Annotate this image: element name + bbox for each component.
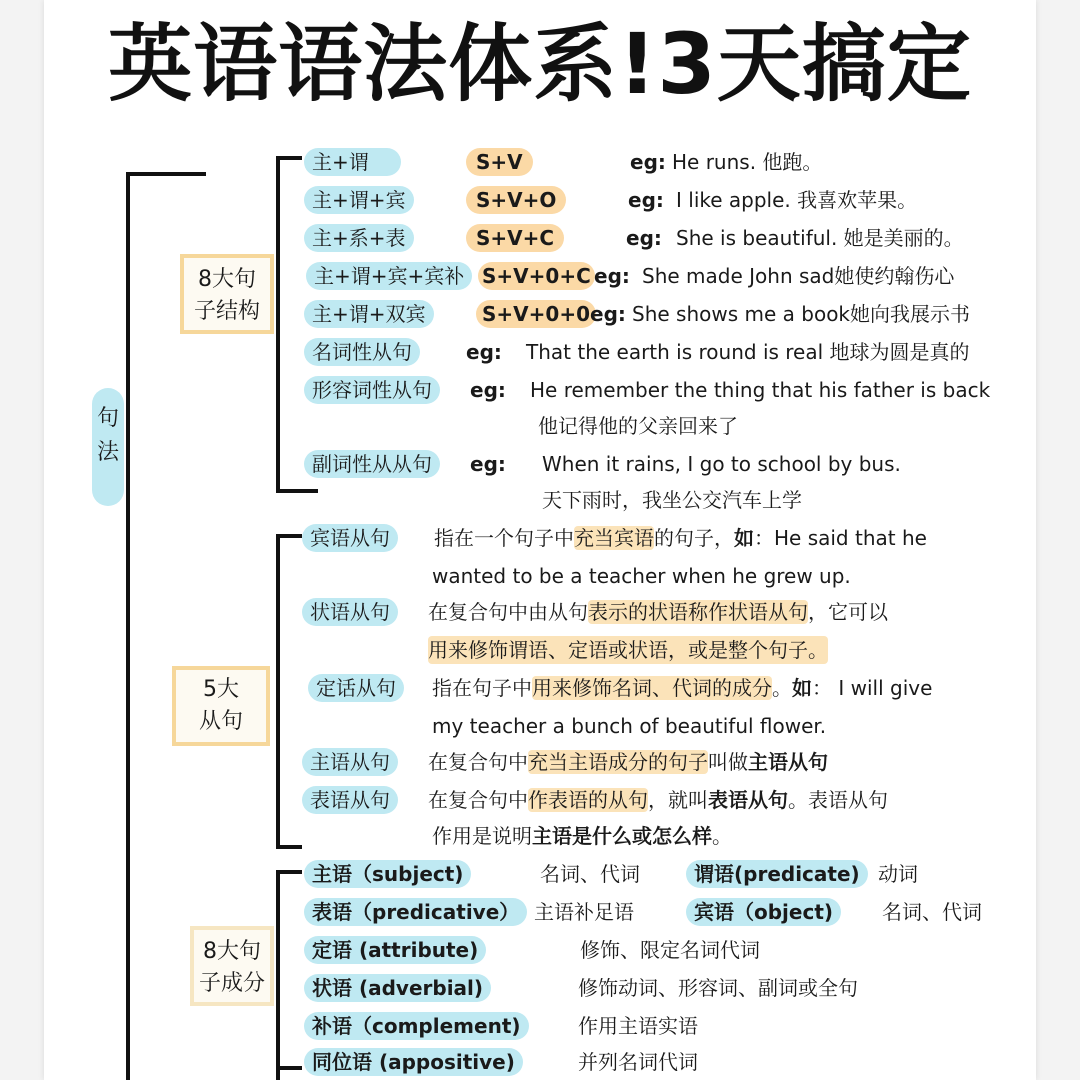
desc-part: 在复合句中 xyxy=(428,788,528,812)
desc-highlight xyxy=(532,676,772,700)
desc-highlight xyxy=(528,788,648,812)
component-term: 主语（subject) xyxy=(304,860,471,888)
desc-part: 指在一个句子中 xyxy=(434,526,574,550)
structure-example: She made John sad她使约翰伤心 xyxy=(642,264,955,288)
component-desc-2: 名词、代词 xyxy=(882,900,982,924)
component-desc-2: 动词 xyxy=(878,862,918,886)
desc-part: 。 xyxy=(712,824,732,848)
clause-bracket-bottom xyxy=(276,845,302,849)
component-term: 定语 (attribute) xyxy=(304,936,486,964)
root-line1: 句 xyxy=(96,406,119,431)
struct-bracket xyxy=(276,156,280,492)
predicative-clause-label: 表语从句 xyxy=(302,786,398,814)
desc-part: 作表语的从句 xyxy=(528,788,648,812)
category-structures-line2: 子结构 xyxy=(193,299,260,324)
adverbial-clause-desc xyxy=(428,598,888,626)
desc-highlight xyxy=(588,600,808,624)
clause-example: He remember the thing that his father is back xyxy=(530,378,991,402)
root-branch-top xyxy=(126,172,206,176)
object-clause-desc-line2: wanted to be a teacher when he grew up. xyxy=(432,564,851,588)
predicative-clause-desc-line2 xyxy=(432,822,732,850)
clause-type-cn: 形容词性从句 xyxy=(304,376,440,404)
comp-bracket-top xyxy=(276,870,302,874)
structure-cn: 主+谓+双宾 xyxy=(304,300,434,328)
object-clause-desc xyxy=(434,524,927,552)
desc-part: 指在句子中 xyxy=(432,676,532,700)
category-structures xyxy=(180,254,274,334)
component-term: 状语 (adverbial) xyxy=(304,974,491,1002)
structure-cn: 主+谓 xyxy=(304,148,401,176)
desc-part: 。 xyxy=(772,676,792,700)
desc-part: 。表语从句 xyxy=(788,788,888,812)
eg-label: eg: xyxy=(630,150,666,174)
attributive-clause-desc xyxy=(432,674,932,702)
desc-bold: 主语是什么或怎么样 xyxy=(532,824,712,848)
page-title: 英语语法体系!3天搞定 xyxy=(108,15,972,113)
desc-part: ：He said that he xyxy=(754,526,927,550)
object-clause-label: 宾语从句 xyxy=(302,524,398,552)
structure-formula: S+V+C xyxy=(466,224,564,252)
desc-bold: 表语从句 xyxy=(708,788,788,812)
structure-example: He runs. 他跑。 xyxy=(672,150,823,174)
eg-label: eg: xyxy=(626,226,662,250)
desc-part: ，它可以 xyxy=(808,600,888,624)
desc-part: 作用是说明 xyxy=(432,824,532,848)
desc-part: 充当宾语 xyxy=(574,526,654,550)
desc-highlight xyxy=(528,750,708,774)
structure-example: She shows me a book她向我展示书 xyxy=(632,302,971,326)
clause-example-translation: 他记得他的父亲回来了 xyxy=(538,414,738,438)
category-clauses-line2: 从句 xyxy=(198,709,243,734)
desc-part: 在复合句中 xyxy=(428,750,528,774)
category-clauses xyxy=(172,666,270,746)
category-components-line1: 8大句 xyxy=(203,939,261,964)
category-components xyxy=(190,926,274,1006)
structure-cn: 主+谓+宾 xyxy=(304,186,414,214)
structure-cn: 主+系+表 xyxy=(304,224,414,252)
struct-bracket-top xyxy=(276,156,302,160)
predicative-clause-desc xyxy=(428,786,888,814)
root-trunk xyxy=(126,172,130,1080)
clause-type-cn: 副词性从从句 xyxy=(304,450,440,478)
component-term: 补语（complement) xyxy=(304,1012,529,1040)
adverbial-clause-desc-line2: 用来修饰谓语、定语或状语，或是整个句子。 xyxy=(428,638,828,662)
root-node xyxy=(92,388,124,506)
comp-bracket-bottom xyxy=(276,1066,302,1070)
adverbial-clause-label: 状语从句 xyxy=(302,598,398,626)
component-desc: 主语补足语 xyxy=(534,900,634,924)
category-structures-line1: 8大句 xyxy=(198,267,256,292)
category-components-line2: 子成分 xyxy=(198,971,265,996)
eg-label: eg: xyxy=(590,302,626,326)
clause-bracket xyxy=(276,534,280,848)
eg-label: eg: xyxy=(466,340,502,364)
desc-highlight xyxy=(574,526,654,550)
eg-label: eg: xyxy=(470,452,506,476)
desc-part: 的句子， xyxy=(654,526,734,550)
component-desc: 并列名词代词 xyxy=(578,1050,698,1074)
eg-label: eg: xyxy=(628,188,664,212)
struct-bracket-bottom xyxy=(276,489,318,493)
component-desc: 名词、代词 xyxy=(540,862,640,886)
structure-formula: S+V+0+C xyxy=(478,262,595,290)
component-term-2: 谓语(predicate) xyxy=(686,860,868,888)
desc-bold: 如 xyxy=(792,676,812,700)
eg-label: eg: xyxy=(594,264,630,288)
desc-part: ： I will give xyxy=(812,676,933,700)
attributive-clause-desc-line2: my teacher a bunch of beautiful flower. xyxy=(432,714,827,738)
desc-bold: 主语从句 xyxy=(748,750,828,774)
structure-formula: S+V+O xyxy=(466,186,566,214)
clause-type-cn: 名词性从句 xyxy=(304,338,420,366)
desc-part: 充当主语成分的句子 xyxy=(528,750,708,774)
structure-formula: S+V+0+0 xyxy=(476,300,596,328)
desc-part: 表示的状语称作状语从句 xyxy=(588,600,808,624)
component-desc: 修饰动词、形容词、副词或全句 xyxy=(578,976,858,1000)
structure-formula: S+V xyxy=(466,148,533,176)
eg-label: eg: xyxy=(470,378,506,402)
desc-part: 叫做 xyxy=(708,750,748,774)
desc-part: 用来修饰名词、代词的成分 xyxy=(532,676,772,700)
comp-bracket xyxy=(276,870,280,1080)
desc-bold: 如 xyxy=(734,526,754,550)
desc-part: 在复合句中由从句 xyxy=(428,600,588,624)
clause-example: When it rains, I go to school by bus. xyxy=(542,452,901,476)
desc-part: ，就叫 xyxy=(648,788,708,812)
structure-example: She is beautiful. 她是美丽的。 xyxy=(676,226,964,250)
root-line2: 法 xyxy=(96,440,119,465)
attributive-clause-label: 定话从句 xyxy=(308,674,404,702)
subject-clause-label: 主语从句 xyxy=(302,748,398,776)
component-desc: 作用主语实语 xyxy=(578,1014,698,1038)
structure-cn: 主+谓+宾+宾补 xyxy=(306,262,472,290)
structure-example: I like apple. 我喜欢苹果。 xyxy=(676,188,918,212)
component-term-2: 宾语（object) xyxy=(686,898,841,926)
component-desc: 修饰、限定名词代词 xyxy=(580,938,760,962)
component-term: 同位语 (appositive) xyxy=(304,1048,523,1076)
clause-example: That the earth is round is real 地球为圆是真的 xyxy=(526,340,970,364)
category-clauses-line1: 5大 xyxy=(203,677,239,702)
clause-bracket-top xyxy=(276,534,302,538)
component-term: 表语（predicative） xyxy=(304,898,527,926)
clause-example-translation: 天下雨时，我坐公交汽车上学 xyxy=(542,488,802,512)
subject-clause-desc xyxy=(428,748,828,776)
